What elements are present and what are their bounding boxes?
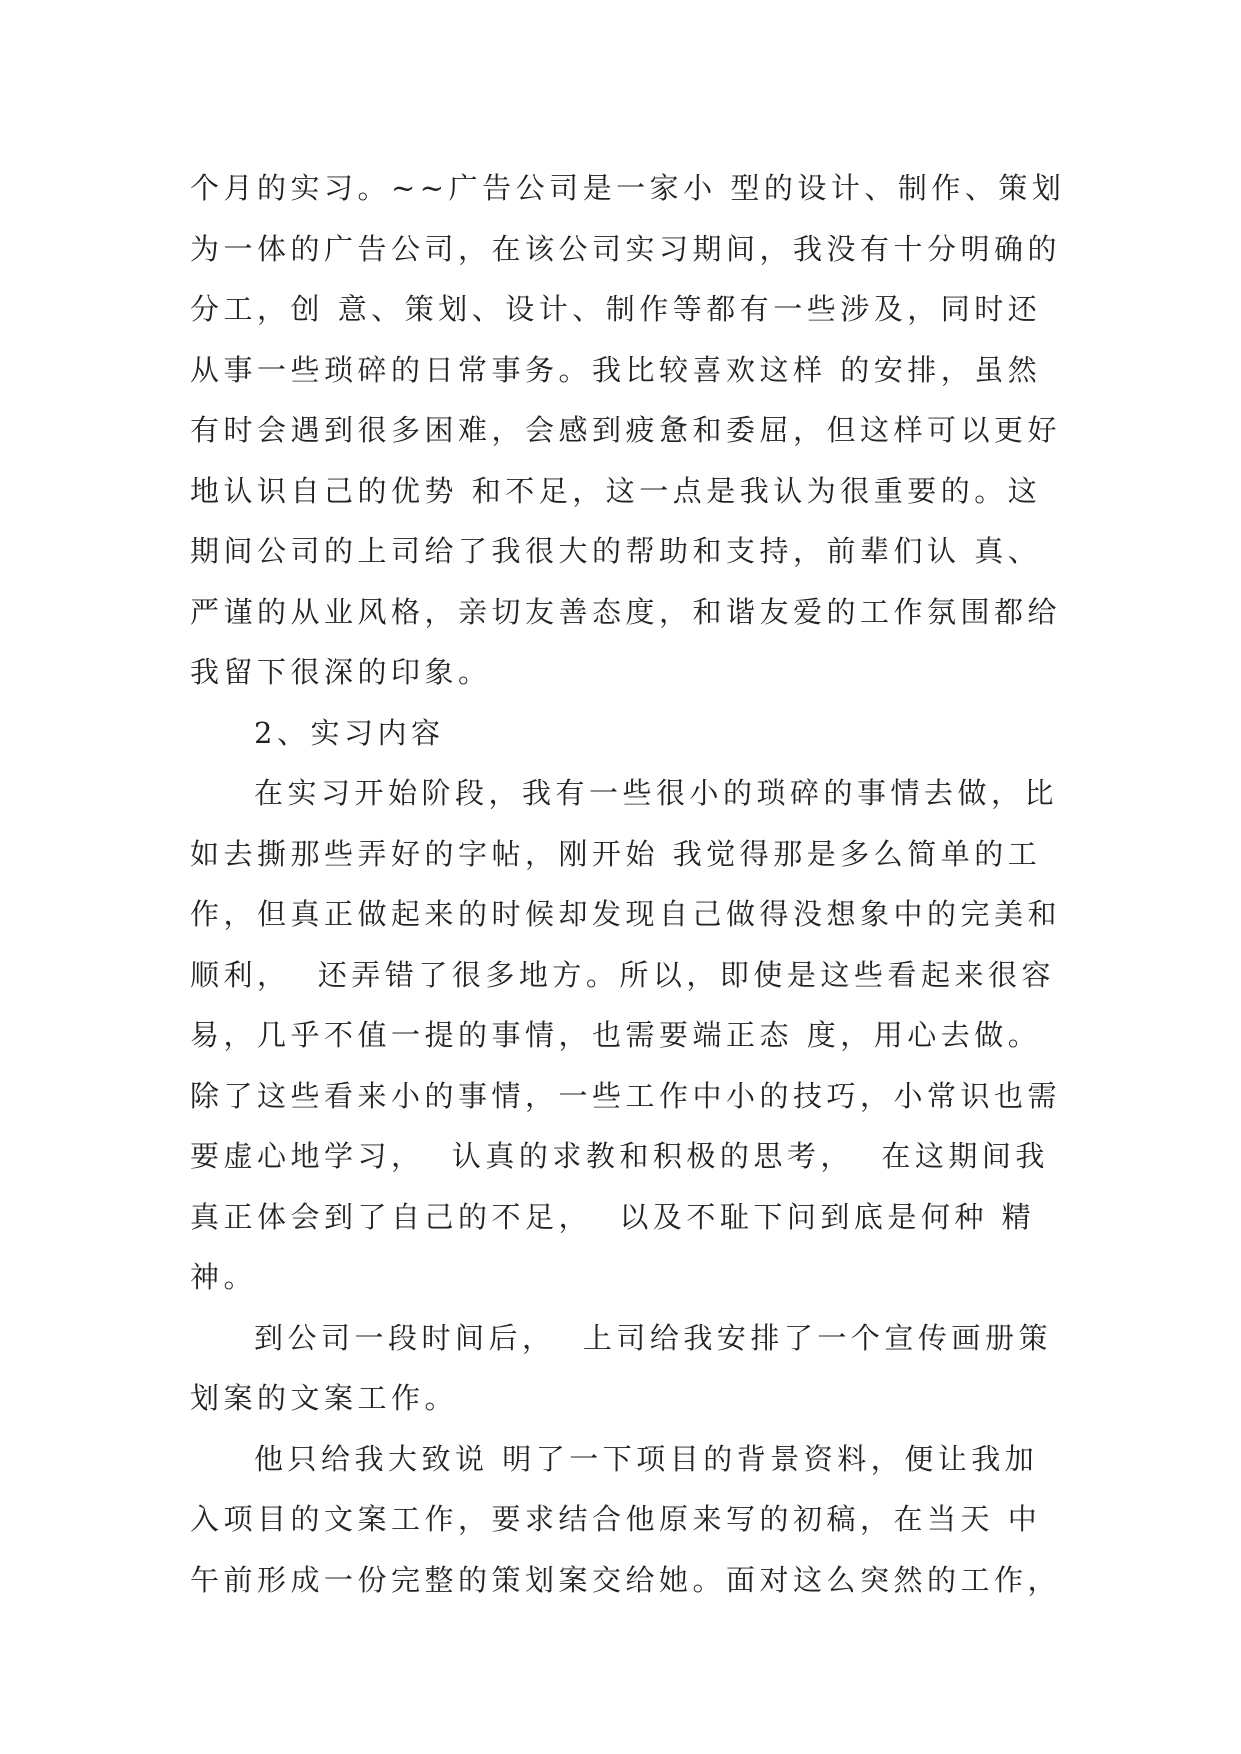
text-line: 作，但真正做起来的时候却发现自己做得没想象中的完美和 <box>190 897 1062 931</box>
text-line: 神。 <box>190 1260 258 1294</box>
text-line: 除了这些看来小的事情，一些工作中小的技巧，小常识也需 <box>190 1078 1062 1113</box>
text-line: 到公司一段时间后， 上司给我安排了一个宣传画册策 <box>254 1320 1052 1355</box>
text-line: 从事一些琐碎的日常事务。我比较喜欢这样 的安排，虽然 <box>190 352 1042 387</box>
text-line: 严谨的从业风格，亲切友善态度，和谐友爱的工作氛围都给 <box>190 594 1062 629</box>
text-line: 他只给我大致说 明了一下项目的背景资料，便让我加 <box>254 1441 1039 1476</box>
text-line: 地认识自己的优势 和不足，这一点是我认为很重要的。这 <box>190 473 1042 508</box>
text-line: 为一体的广告公司，在该公司实习期间，我没有十分明确的 <box>190 231 1062 266</box>
body-text <box>190 158 1066 1610</box>
text-line: 如去撕那些弄好的字帖，刚开始 我觉得那是多么简单的工 <box>190 836 1042 871</box>
text-line: 有时会遇到很多困难，会感到疲惫和委屈，但这样可以更好 <box>190 413 1062 447</box>
text-line: 易，几乎不值一提的事情，也需要端正态 度，用心去做。 <box>190 1018 1042 1052</box>
text-line: 我留下很深的印象。 <box>190 655 492 689</box>
text-line: 午前形成一份完整的策划案交给她。面对这么突然的工作， <box>190 1562 1062 1597</box>
text-line: 划案的文案工作。 <box>190 1381 459 1415</box>
text-line: 个月的实习。~~广告公司是一家小 型的设计、制作、策划 <box>190 171 1066 205</box>
text-line: 顺利， 还弄错了很多地方。所以，即使是这些看起来很容 <box>190 957 1055 992</box>
text-line: 2、实习内容 <box>254 715 445 750</box>
text-line: 入项目的文案工作，要求结合他原来写的初稿，在当天 中 <box>190 1502 1042 1536</box>
text-line: 分工，创 意、策划、设计、制作等都有一些涉及，同时还 <box>190 292 1042 326</box>
text-line: 真正体会到了自己的不足， 以及不耻下问到底是何种 精 <box>190 1199 1036 1234</box>
text-line: 期间公司的上司给了我很大的帮助和支持，前辈们认 真、 <box>190 534 1042 568</box>
text-line: 在实习开始阶段，我有一些很小的琐碎的事情去做，比 <box>254 776 1059 810</box>
text-line: 要虚心地学习， 认真的求教和积极的思考， 在这期间我 <box>190 1139 1049 1173</box>
